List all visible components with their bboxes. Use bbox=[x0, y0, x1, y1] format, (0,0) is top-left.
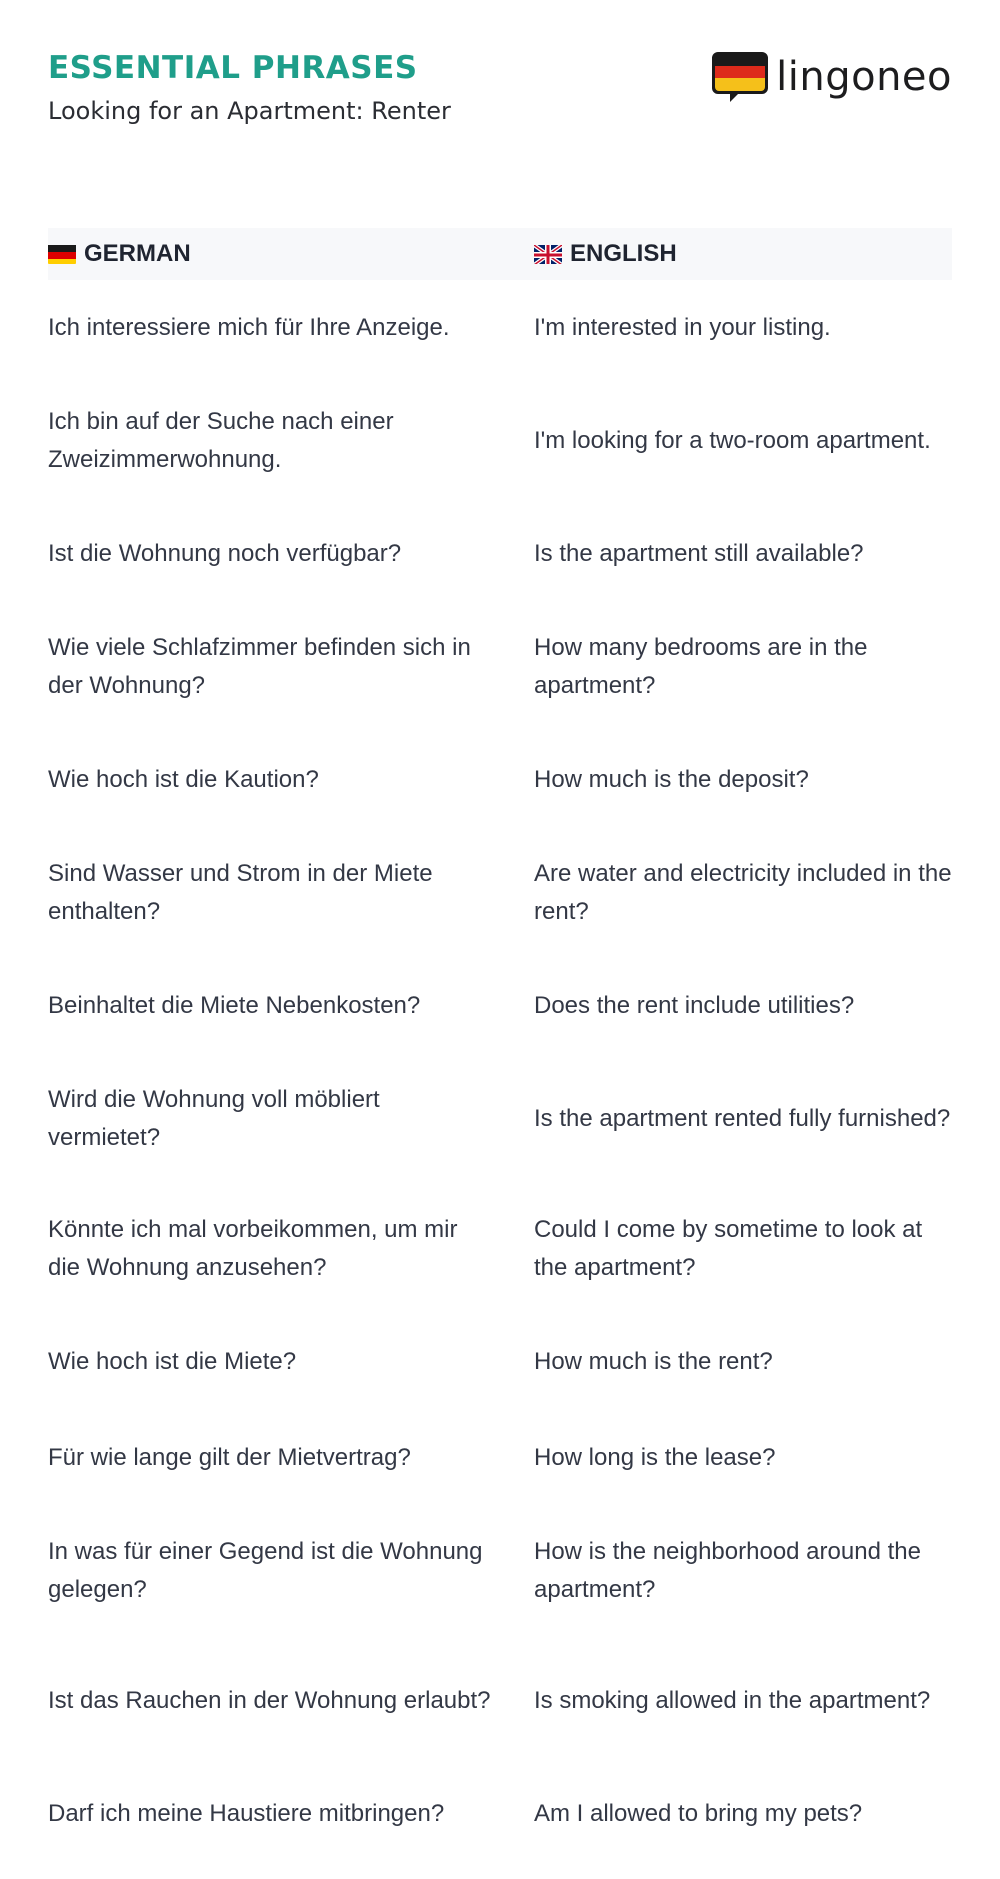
page-title: ESSENTIAL PHRASES bbox=[48, 50, 418, 86]
english-phrase: Could I come by sometime to look at the apartment? bbox=[534, 1216, 923, 1281]
english-phrase: How is the neighborhood around the apartment? bbox=[534, 1538, 921, 1603]
german-phrase: Ist die Wohnung noch verfügbar? bbox=[48, 540, 402, 567]
english-phrase: How much is the rent? bbox=[534, 1348, 773, 1375]
phrase-table bbox=[48, 228, 952, 1862]
english-phrase: Is smoking allowed in the apartment? bbox=[534, 1687, 931, 1714]
german-phrase: Ist das Rauchen in der Wohnung erlaubt? bbox=[48, 1687, 491, 1714]
table-header bbox=[48, 228, 952, 280]
table-row bbox=[48, 280, 952, 376]
english-phrase: Is the apartment still available? bbox=[534, 540, 864, 567]
german-phrase: In was für einer Gegend ist die Wohnung gelegen? bbox=[48, 1538, 483, 1603]
german-phrase: Wie viele Schlafzimmer befinden sich in der Wohnung? bbox=[48, 634, 471, 699]
column-header-german-label: GERMAN bbox=[84, 240, 191, 267]
uk-flag-icon bbox=[534, 244, 562, 264]
english-phrase: Am I allowed to bring my pets? bbox=[534, 1800, 863, 1827]
german-flag-icon bbox=[48, 244, 76, 264]
german-phrase: Ich interessiere mich für Ihre Anzeige. bbox=[48, 314, 450, 341]
table-row bbox=[48, 1184, 952, 1314]
table-row bbox=[48, 732, 952, 828]
english-phrase: How long is the lease? bbox=[534, 1444, 776, 1471]
german-phrase: Ich bin auf der Suche nach einer Zweizimmerwohnung. bbox=[48, 408, 394, 473]
german-phrase: Für wie lange gilt der Mietvertrag? bbox=[48, 1444, 411, 1471]
english-phrase: Are water and electricity included in the rent? bbox=[534, 860, 952, 925]
english-phrase: Does the rent include utilities? bbox=[534, 992, 855, 1019]
english-phrase: How many bedrooms are in the apartment? bbox=[534, 634, 868, 699]
table-row bbox=[48, 506, 952, 602]
english-phrase: How much is the deposit? bbox=[534, 766, 809, 793]
page-subtitle: Looking for an Apartment: Renter bbox=[48, 97, 451, 125]
table-row bbox=[48, 1636, 952, 1766]
table-row bbox=[48, 1410, 952, 1506]
table-body bbox=[48, 280, 952, 1862]
table-row bbox=[48, 1506, 952, 1636]
german-phrase: Wird die Wohnung voll möbliert vermietet? bbox=[48, 1086, 380, 1151]
german-phrase: Könnte ich mal vorbeikommen, um mir die Wohnung anzusehen? bbox=[48, 1216, 458, 1281]
german-phrase: Beinhaltet die Miete Nebenkosten? bbox=[48, 992, 421, 1019]
column-header-english-label: ENGLISH bbox=[570, 240, 677, 267]
english-phrase: Is the apartment rented fully furnished? bbox=[534, 1105, 951, 1132]
german-phrase: Wie hoch ist die Miete? bbox=[48, 1348, 297, 1375]
english-phrase: I'm interested in your listing. bbox=[534, 314, 831, 341]
lingoneo-logo[interactable] bbox=[712, 52, 952, 102]
column-header-english bbox=[534, 240, 952, 268]
german-phrase: Wie hoch ist die Kaution? bbox=[48, 766, 319, 793]
table-row bbox=[48, 1314, 952, 1410]
german-flag-speech-bubble-icon bbox=[712, 52, 768, 102]
german-phrase: Darf ich meine Haustiere mitbringen? bbox=[48, 1800, 445, 1827]
table-row bbox=[48, 958, 952, 1054]
table-row bbox=[48, 602, 952, 732]
german-phrase: Sind Wasser und Strom in der Miete enthalten? bbox=[48, 860, 433, 925]
logo-text: lingoneo bbox=[776, 54, 952, 100]
column-header-german bbox=[48, 240, 534, 268]
english-phrase: I'm looking for a two-room apartment. bbox=[534, 427, 931, 454]
table-row bbox=[48, 376, 952, 506]
table-row bbox=[48, 1054, 952, 1184]
table-row bbox=[48, 1766, 952, 1862]
table-row bbox=[48, 828, 952, 958]
